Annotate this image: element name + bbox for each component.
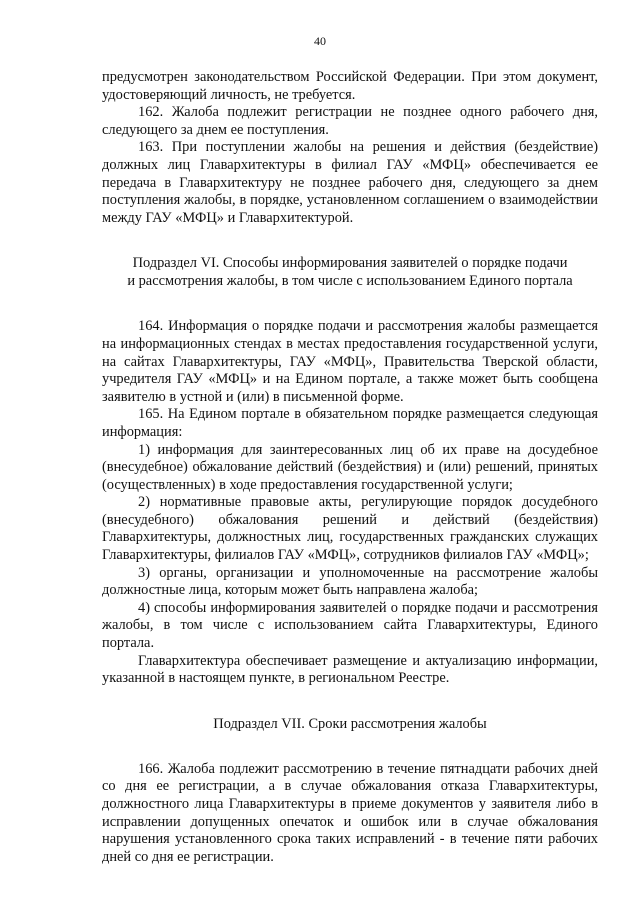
paragraph-165: 165. На Едином портале в обязательном порядке размещается следующая информация: xyxy=(102,406,598,440)
list-item-3: 3) органы, организации и уполномоченные на рассмотрение жалобы должностные лица, которым может быть направлена жалоба; xyxy=(102,564,598,599)
list-item-1: 1) информация для заинтересованных лиц об их праве на досудебное (внесудебное) обжалование действий (бездействия) и (или) решений, принятых (осуществленных) в ходе предоставления государственной услуги; xyxy=(102,441,598,493)
paragraph-163: 163. При поступлении жалобы на решения и действия (бездействие) должных лиц Главархитектуры в филиал ГАУ «МФЦ» обеспечивается ее передача в Главархитектуру не позднее рабочего дня, следующего за днем поступления жалобы, в порядке, установленном соглашением о взаимодействии между ГАУ «МФЦ» и Главархитектурой. xyxy=(102,139,598,226)
document-body xyxy=(102,69,598,866)
section-vi-heading-line-2: и рассмотрения жалобы, в том числе с использованием Единого портала xyxy=(127,273,573,290)
section-vi-heading xyxy=(88,254,612,290)
list-item-4: 4) способы информирования заявителей о порядке подачи и рассмотрения жалобы, в том числе с использованием сайта Главархитектуры, Единого портала. xyxy=(102,599,598,652)
paragraph-162: 162. Жалоба подлежит регистрации не позднее одного рабочего дня, следующего за днем ее поступления. xyxy=(102,104,598,138)
section-vii-heading: Подраздел VII. Сроки рассмотрения жалобы xyxy=(213,715,487,732)
paragraph-166: 166. Жалоба подлежит рассмотрению в течение пятнадцати рабочих дней со дня ее регистрации, а в случае обжалования отказа Главархитектуры, должностного лица Главархитектуры в приеме документов у заявителя либо в исправлении допущенных опечаток и ошибок или в случае обжалования нарушения установленного срока таких исправлений - в течение пяти рабочих дней со дня ее регистрации. xyxy=(102,760,598,865)
list-item-2: 2) нормативные правовые акты, регулирующие порядок досудебного (внесудебного) обжалования решений и действий (бездействия) Главархитектуры, должностных лиц, государственных гражданских служащих Главархитектуры, филиалов ГАУ «МФЦ», сотрудников филиалов ГАУ «МФЦ»; xyxy=(102,494,598,564)
section-vi-heading-line-1: Подраздел VI. Способы информирования заявителей о порядке подачи xyxy=(132,255,568,272)
page-number: 40 xyxy=(314,34,326,48)
paragraph-continuation: предусмотрен законодательством Российской Федерации. При этом документ, удостоверяющий личность, не требуется. xyxy=(102,69,598,103)
paragraph-164: 164. Информация о порядке подачи и рассмотрения жалобы размещается на информационных стендах в местах предоставления государственной услуги, на сайтах Главархитектуры, ГАУ «МФЦ», Правительства Тверской области, учредителя ГАУ «МФЦ» и на Едином портале, а также может быть сообщена заявителю в устной и (или) в письменной форме. xyxy=(102,318,598,405)
paragraph-glavarkhitektura: Главархитектура обеспечивает размещение и актуализацию информации, указанной в настоящем пункте, в региональном Реестре. xyxy=(102,652,598,687)
